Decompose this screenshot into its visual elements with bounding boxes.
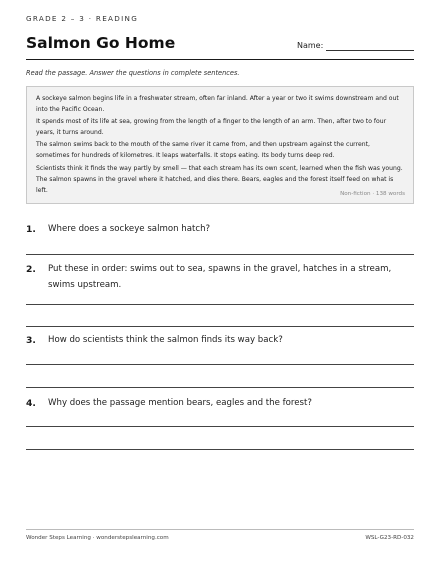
question-text: Why does the passage mention bears, eagles and the forest? xyxy=(48,398,312,408)
footer-divider xyxy=(26,529,414,530)
footer-publisher: Wonder Steps Learning · wonderstepslearning.com xyxy=(26,535,169,541)
answer-line[interactable] xyxy=(26,387,414,388)
question-number: 1. xyxy=(26,224,36,235)
header-divider xyxy=(26,59,414,60)
answer-line[interactable] xyxy=(26,449,414,450)
passage-paragraph: The salmon swims back to the mouth of the same river it came from, and then upstream against the current, sometimes for hundreds of kilometres. It leaps waterfalls. It stops eating. Its body turns deep red. xyxy=(36,141,370,159)
question-text: Put these in order: swims out to sea, spawns in the gravel, hatches in a stream, swims upstream. xyxy=(48,264,392,290)
question-number: 3. xyxy=(26,335,36,346)
worksheet-page xyxy=(26,0,414,569)
answer-line[interactable] xyxy=(26,326,414,327)
passage-meta: Non-fiction · 138 words xyxy=(340,191,405,197)
passage-paragraph: It spends most of its life at sea, growing from the length of a finger to the length of an arm. Then, after two to four years, it turns around. xyxy=(36,118,387,136)
name-label: Name: xyxy=(297,41,324,50)
grade-label: GRADE 2 – 3 · READING xyxy=(26,14,139,23)
question-text: Where does a sockeye salmon hatch? xyxy=(48,224,211,234)
passage-paragraph: A sockeye salmon begins life in a freshwater stream, often far inland. After a year or two it swims downstream and out into the Pacific Ocean. xyxy=(36,95,399,113)
question-text: How do scientists think the salmon finds its way back? xyxy=(48,335,283,345)
instructions: Read the passage. Answer the questions in complete sentences. xyxy=(26,69,240,77)
answer-line[interactable] xyxy=(26,364,414,365)
footer-code: WSL-G23-RD-032 xyxy=(365,535,414,541)
passage-paragraph: Scientists think it finds the way partly by smell — that each stream has its own scent, learned when the fish was young. The salmon spawns in the gravel where it hatched, and dies there. Bears, eagles and the forest itself feed on what is left. xyxy=(36,165,403,194)
answer-line[interactable] xyxy=(26,254,414,255)
answer-line[interactable] xyxy=(26,426,414,427)
name-field[interactable] xyxy=(297,41,414,53)
question-number: 4. xyxy=(26,398,36,409)
worksheet-title: Salmon Go Home xyxy=(26,34,176,52)
answer-line[interactable] xyxy=(26,304,414,305)
question-number: 2. xyxy=(26,264,36,275)
name-line xyxy=(326,50,414,51)
passage-box xyxy=(26,86,414,204)
